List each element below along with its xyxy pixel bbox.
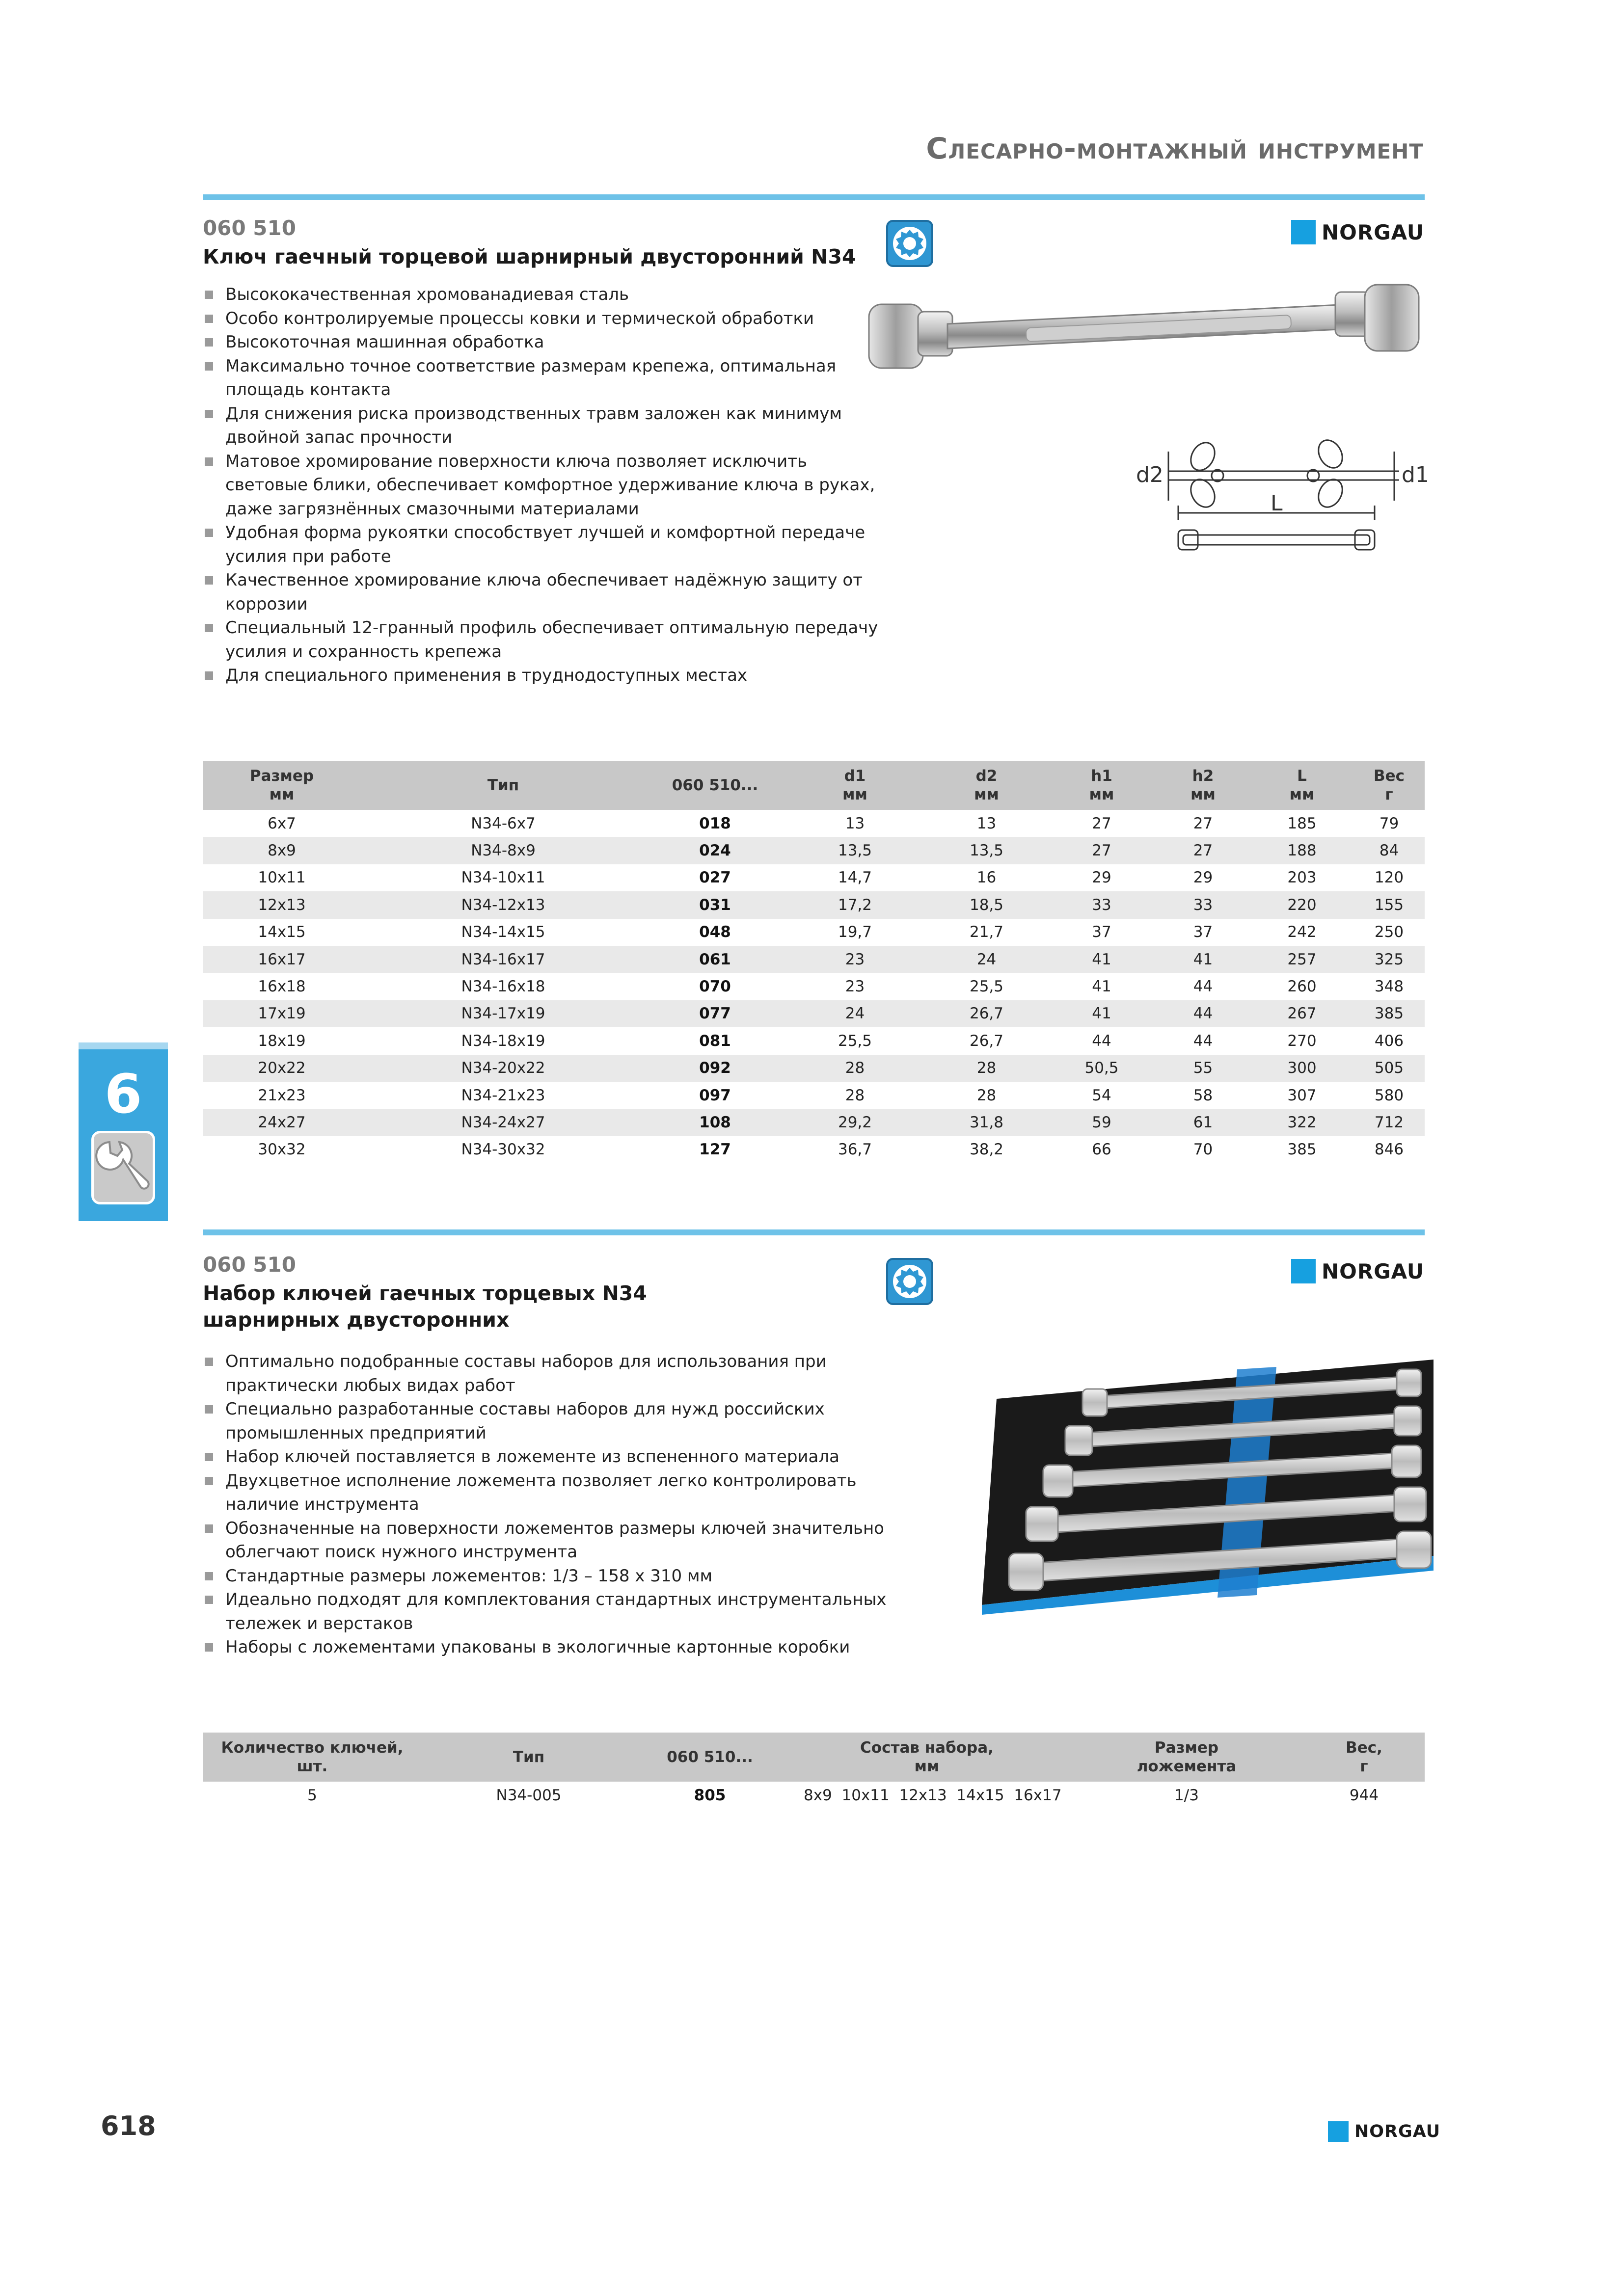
brand-name: NORGAU — [1322, 1259, 1424, 1283]
column-header: Вес г — [1353, 761, 1425, 810]
table-cell: 250 — [1374, 923, 1404, 941]
feature-item: Оптимально подобранные составы наборов для использования при практически любых видах работ — [203, 1350, 890, 1397]
table-cell: 846 — [1374, 1141, 1404, 1159]
brand-name: NORGAU — [1354, 2122, 1441, 2141]
feature-item: Стандартные размеры ложементов: 1/3 – 158 х 310 мм — [203, 1564, 890, 1588]
table-cell: 33 — [1156, 891, 1250, 918]
table-cell: 385 — [1287, 1141, 1317, 1159]
table-row — [203, 1136, 1425, 1163]
table-cell: 16x17 — [203, 946, 361, 973]
table-cell: 712 — [1353, 1109, 1425, 1136]
table-cell: 097 — [699, 1086, 731, 1104]
chapter-tab[interactable] — [79, 1042, 168, 1221]
feature-item: Обозначенные на поверхности ложементов размеры ключей значительно облегчают поиск нужного инструмента — [203, 1517, 890, 1564]
table-cell: 10x11 — [258, 869, 306, 887]
table-cell: 325 — [1353, 946, 1425, 973]
table-cell: 29 — [1193, 869, 1213, 887]
table-cell: 024 — [646, 837, 784, 864]
dimension-diagram — [1129, 432, 1443, 564]
table-cell: 27 — [1156, 837, 1250, 864]
feature-item: Наборы с ложементами упакованы в экологичные картонные коробки — [203, 1635, 890, 1659]
table-cell: 120 — [1374, 869, 1404, 887]
table-cell: 79 — [1379, 814, 1399, 832]
table-cell: 300 — [1250, 1055, 1353, 1082]
table-header-row — [203, 761, 1425, 810]
table-row — [203, 1782, 1425, 1809]
table-cell: 84 — [1353, 837, 1425, 864]
table-cell: 077 — [646, 1000, 784, 1027]
set-table — [203, 1733, 1425, 1809]
table-cell: 267 — [1250, 1000, 1353, 1027]
table-cell: 805 — [694, 1786, 726, 1804]
table-cell: 1/3 — [1174, 1786, 1199, 1804]
table-cell: 70 — [1193, 1141, 1213, 1159]
table-cell: 27 — [1092, 814, 1111, 832]
table-cell: 24x27 — [203, 1109, 361, 1136]
column-header: Размер ложемента — [1070, 1733, 1303, 1782]
table-cell: 28 — [845, 1086, 865, 1104]
table-cell: 26,7 — [969, 1032, 1004, 1050]
table-cell: 44 — [1193, 978, 1213, 996]
table-cell: 8x9 — [203, 837, 361, 864]
feature-item: Идеально подходят для комплектования стандартных инструментальных тележек и верстаков — [203, 1588, 890, 1635]
section-divider — [203, 1229, 1425, 1235]
table-cell: 37 — [1193, 923, 1213, 941]
12-point-socket-icon — [886, 1258, 933, 1305]
table-cell: 24 — [784, 1000, 925, 1027]
table-cell: 37 — [1092, 923, 1111, 941]
table-cell: 385 — [1353, 1000, 1425, 1027]
wrench-icon — [91, 1131, 155, 1204]
feature-item: Матовое хромирование поверхности ключа позволяет исключить световые блики, обеспечивает комфортное удерживание ключа в руках, даже загрязнённых смазочными материалами — [203, 450, 890, 521]
table-cell: 29,2 — [784, 1109, 925, 1136]
feature-item: Высокоточная машинная обработка — [203, 330, 890, 354]
table-cell: 505 — [1353, 1055, 1425, 1082]
feature-item: Специально разработанные составы наборов для нужд российских промышленных предприятий — [203, 1397, 890, 1445]
table-cell: 31,8 — [925, 1109, 1048, 1136]
top-divider — [203, 194, 1425, 200]
table-cell: 203 — [1287, 869, 1317, 887]
table-cell: 27 — [1193, 814, 1213, 832]
table-cell: N34-6x7 — [471, 814, 536, 832]
column-header: 060 510... — [646, 761, 784, 810]
wrench-photo — [864, 277, 1434, 385]
table-cell: 28 — [784, 1055, 925, 1082]
table-cell: N34-20x22 — [361, 1055, 646, 1082]
brand-square-icon — [1328, 2121, 1349, 2142]
table-cell: N34-30x32 — [461, 1141, 545, 1159]
table-cell: 061 — [646, 946, 784, 973]
table-cell: 16 — [976, 869, 997, 887]
column-header: Состав набора, мм — [784, 1733, 1070, 1782]
table-cell: N34-005 — [496, 1786, 562, 1804]
table-cell: N34-16x17 — [361, 946, 646, 973]
table-cell: 155 — [1353, 891, 1425, 918]
feature-item: Качественное хромирование ключа обеспечивает надёжную защиту от коррозии — [203, 568, 890, 616]
table-cell: N34-8x9 — [361, 837, 646, 864]
feature-item: Высококачественная хромованадиевая сталь — [203, 283, 890, 307]
table-cell: 23 — [784, 946, 925, 973]
table-cell: 50,5 — [1048, 1055, 1156, 1082]
table-cell: 13,5 — [784, 837, 925, 864]
column-header: Тип — [361, 761, 646, 810]
table-row — [203, 919, 1425, 946]
table-cell: 018 — [699, 814, 731, 832]
table-cell: 27 — [1048, 837, 1156, 864]
feature-item: Двухцветное исполнение ложемента позволяет легко контролировать наличие инструмента — [203, 1469, 890, 1517]
brand-square-icon — [1291, 220, 1316, 244]
d2-label: d2 — [1136, 462, 1163, 487]
table-cell: 406 — [1374, 1032, 1404, 1050]
table-cell: 257 — [1250, 946, 1353, 973]
table-row — [203, 1055, 1425, 1082]
table-cell: 185 — [1287, 814, 1317, 832]
table-cell: 260 — [1287, 978, 1317, 996]
table-row — [203, 1109, 1425, 1136]
table-row — [203, 837, 1425, 864]
table-cell: 44 — [1156, 1000, 1250, 1027]
column-header: d1 мм — [784, 761, 925, 810]
table-cell: 580 — [1374, 1086, 1404, 1104]
table-cell: 8x9 10x11 12x13 14x15 16x17 — [804, 1786, 1062, 1804]
table-cell: 44 — [1092, 1032, 1111, 1050]
spec-table — [203, 761, 1425, 1163]
table-cell: 61 — [1156, 1109, 1250, 1136]
column-header: h1 мм — [1048, 761, 1156, 810]
table-cell: 348 — [1374, 978, 1404, 996]
chapter-tab-bar — [79, 1042, 168, 1049]
table-cell: 14,7 — [838, 869, 872, 887]
feature-item: Специальный 12-гранный профиль обеспечивает оптимальную передачу усилия и сохранность крепежа — [203, 616, 890, 664]
chapter-number: 6 — [104, 1063, 142, 1125]
brand-logo — [1291, 220, 1424, 244]
feature-list — [203, 1350, 890, 1659]
table-cell: 5 — [307, 1786, 317, 1804]
table-cell: 18x19 — [258, 1032, 306, 1050]
column-header: Количество ключей, шт. — [203, 1733, 422, 1782]
table-header-row — [203, 1733, 1425, 1782]
column-header: h2 мм — [1156, 761, 1250, 810]
table-cell: 58 — [1193, 1086, 1213, 1104]
table-cell: 41 — [1048, 1000, 1156, 1027]
table-cell: 19,7 — [838, 923, 872, 941]
table-row — [203, 864, 1425, 891]
table-cell: 17,2 — [784, 891, 925, 918]
table-cell: 13 — [845, 814, 865, 832]
d1-label: d1 — [1402, 462, 1429, 487]
table-cell: 944 — [1349, 1786, 1379, 1804]
table-cell: 28 — [976, 1086, 997, 1104]
column-header: d2 мм — [925, 761, 1048, 810]
table-cell: 220 — [1250, 891, 1353, 918]
table-cell: 41 — [1092, 978, 1111, 996]
table-cell: 13 — [976, 814, 997, 832]
table-cell: 127 — [699, 1141, 731, 1159]
table-cell: 12x13 — [203, 891, 361, 918]
table-cell: 25,5 — [838, 1032, 872, 1050]
brand-logo — [1291, 1259, 1424, 1283]
table-cell: N34-17x19 — [361, 1000, 646, 1027]
table-cell: 21,7 — [969, 923, 1004, 941]
table-cell: 24 — [925, 946, 1048, 973]
table-cell: 14x15 — [258, 923, 306, 941]
table-cell: 41 — [1048, 946, 1156, 973]
feature-item: Максимально точное соответствие размерам крепежа, оптимальная площадь контакта — [203, 354, 890, 402]
table-cell: 29 — [1092, 869, 1111, 887]
table-cell: 108 — [646, 1109, 784, 1136]
table-cell: N34-14x15 — [461, 923, 545, 941]
table-cell: 21x23 — [258, 1086, 306, 1104]
article-title: Ключ гаечный торцевой шарнирный двусторонний N34 — [203, 245, 856, 268]
column-header: Тип — [422, 1733, 636, 1782]
column-header: L мм — [1250, 761, 1353, 810]
12-point-socket-icon — [886, 220, 933, 267]
table-cell: 55 — [1156, 1055, 1250, 1082]
table-cell: 38,2 — [969, 1141, 1004, 1159]
article-code: 060 510 — [203, 1253, 296, 1277]
table-cell: 25,5 — [969, 978, 1004, 996]
table-cell: N34-21x23 — [461, 1086, 545, 1104]
table-cell: 092 — [646, 1055, 784, 1082]
l-label: L — [1271, 491, 1283, 516]
feature-item: Для специального применения в труднодоступных местах — [203, 664, 890, 688]
column-header: Вес, г — [1303, 1733, 1425, 1782]
header-title: Слесарно-монтажный инструмент — [926, 132, 1424, 166]
feature-item: Удобная форма рукоятки способствует лучшей и комфортной передаче усилия при работе — [203, 521, 890, 568]
table-cell: 16x18 — [258, 978, 306, 996]
table-row — [203, 1000, 1425, 1027]
table-cell: N34-10x11 — [461, 869, 545, 887]
table-cell: 17x19 — [203, 1000, 361, 1027]
table-cell: 36,7 — [838, 1141, 872, 1159]
page-number: 618 — [101, 2110, 156, 2141]
brand-square-icon — [1291, 1259, 1316, 1283]
table-cell: 031 — [646, 891, 784, 918]
table-cell: 048 — [699, 923, 731, 941]
table-row — [203, 1027, 1425, 1054]
article-code: 060 510 — [203, 216, 296, 240]
table-cell: 307 — [1287, 1086, 1317, 1104]
table-row — [203, 891, 1425, 918]
feature-list — [203, 283, 890, 688]
feature-item: Для снижения риска производственных травм заложен как минимум двойной запас прочности — [203, 402, 890, 450]
table-cell: N34-18x19 — [461, 1032, 545, 1050]
table-cell: N34-16x18 — [461, 978, 545, 996]
table-cell: 41 — [1156, 946, 1250, 973]
table-cell: 28 — [925, 1055, 1048, 1082]
table-cell: 59 — [1048, 1109, 1156, 1136]
table-row — [203, 1082, 1425, 1109]
table-cell: 027 — [699, 869, 731, 887]
table-cell: 242 — [1287, 923, 1317, 941]
table-cell: 322 — [1250, 1109, 1353, 1136]
column-header: Размер мм — [203, 761, 361, 810]
table-cell: 270 — [1287, 1032, 1317, 1050]
table-cell: 18,5 — [925, 891, 1048, 918]
table-cell: 54 — [1092, 1086, 1111, 1104]
column-header: 060 510... — [636, 1733, 784, 1782]
table-cell: 20x22 — [203, 1055, 361, 1082]
table-cell: 26,7 — [925, 1000, 1048, 1027]
table-cell: 44 — [1193, 1032, 1213, 1050]
table-row — [203, 946, 1425, 973]
wrench-set-tray-photo — [962, 1340, 1434, 1615]
table-cell: 13,5 — [925, 837, 1048, 864]
table-cell: N34-12x13 — [361, 891, 646, 918]
table-row — [203, 810, 1425, 837]
table-cell: 30x32 — [258, 1141, 306, 1159]
table-cell: N34-24x27 — [361, 1109, 646, 1136]
table-cell: 188 — [1250, 837, 1353, 864]
table-cell: 66 — [1092, 1141, 1111, 1159]
feature-item: Набор ключей поставляется в ложементе из вспененного материала — [203, 1445, 890, 1469]
article-title: Набор ключей гаечных торцевых N34 шарнирных двусторонних — [203, 1281, 647, 1332]
table-row — [203, 973, 1425, 1000]
table-cell: 33 — [1048, 891, 1156, 918]
brand-name: NORGAU — [1322, 220, 1424, 244]
table-cell: 081 — [699, 1032, 731, 1050]
feature-item: Особо контролируемые процессы ковки и термической обработки — [203, 307, 890, 331]
table-cell: 070 — [699, 978, 731, 996]
table-cell: 6x7 — [268, 814, 296, 832]
table-cell: 23 — [845, 978, 865, 996]
footer-brand-logo — [1328, 2121, 1440, 2142]
